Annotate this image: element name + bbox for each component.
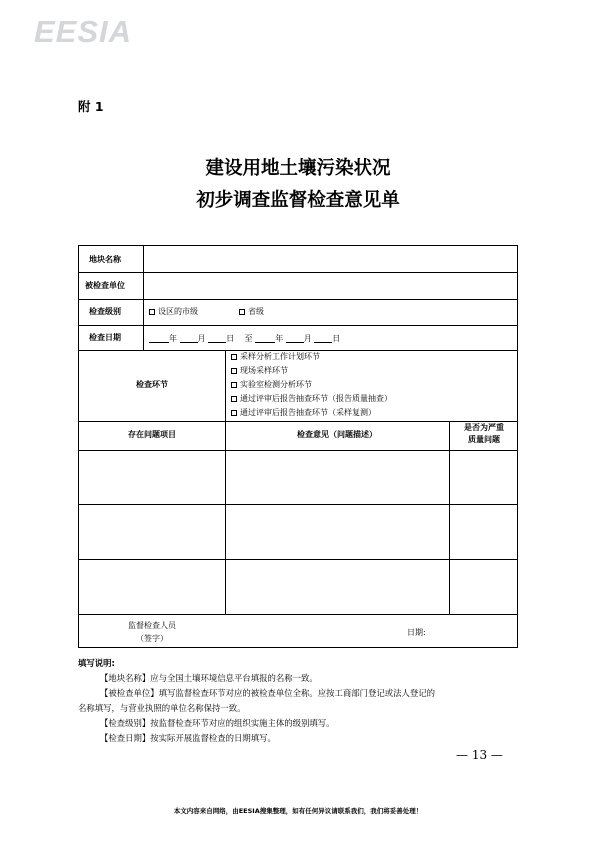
stage-option[interactable] xyxy=(231,366,288,376)
checkbox-stage-2[interactable] xyxy=(231,368,237,374)
eesia-logo: EESIA xyxy=(34,14,133,49)
stage-option-label: 通过评审后报告抽查环节（采样复测） xyxy=(240,408,376,417)
checkbox-stage-4[interactable] xyxy=(231,396,237,402)
day-unit: 日 xyxy=(226,334,235,343)
row-divider xyxy=(79,504,517,505)
end-day-blank[interactable] xyxy=(314,333,332,343)
year-unit: 年 xyxy=(169,334,177,343)
stage-option[interactable] xyxy=(231,394,392,404)
level-option-city[interactable] xyxy=(149,307,198,317)
stage-option[interactable] xyxy=(231,380,312,390)
row-divider xyxy=(79,299,517,300)
date-to-label: 至 xyxy=(244,334,253,343)
opinion-cell[interactable] xyxy=(227,452,447,502)
stage-option-label: 通过评审后报告抽查环节（报告质量抽查） xyxy=(240,394,392,403)
row-divider xyxy=(79,325,517,326)
stage-option[interactable] xyxy=(231,408,376,418)
problem-cell[interactable] xyxy=(81,561,223,612)
page-number: — 13 — xyxy=(456,748,503,762)
serious-cell[interactable] xyxy=(451,452,517,502)
col-header-serious-line2: 质量问题 xyxy=(468,435,500,444)
opinion-cell[interactable] xyxy=(227,506,447,557)
serious-cell[interactable] xyxy=(451,506,517,557)
inspection-level-label: 检查级别 xyxy=(89,307,121,316)
level-option-city-label: 设区的市级 xyxy=(158,307,198,316)
day-unit: 日 xyxy=(332,334,341,343)
problem-cell[interactable] xyxy=(81,452,223,502)
row-divider xyxy=(79,350,517,351)
inspection-date-label: 检查日期 xyxy=(89,333,121,342)
col-header-opinion: 检查意见（问题描述） xyxy=(297,430,377,439)
column-divider xyxy=(225,350,226,614)
checkbox-stage-1[interactable] xyxy=(231,354,237,360)
problem-cell[interactable] xyxy=(81,506,223,557)
instructions-heading: 填写说明: xyxy=(78,658,115,668)
inspection-form-table xyxy=(78,245,518,648)
start-month-blank[interactable] xyxy=(180,333,198,343)
year-unit: 年 xyxy=(275,334,284,343)
inspection-stage-label: 检查环节 xyxy=(136,380,168,389)
month-unit: 月 xyxy=(303,334,312,343)
instruction-item: 名称填写，与营业执照的单位名称保持一致。 xyxy=(78,703,246,713)
month-unit: 月 xyxy=(197,334,206,343)
instruction-item: 【检查级别】按监督检查环节对应的组织实施主体的级别填写。 xyxy=(100,718,335,728)
start-day-blank[interactable] xyxy=(208,333,226,343)
checkbox-stage-3[interactable] xyxy=(231,382,237,388)
stage-option[interactable] xyxy=(231,352,320,362)
instruction-item: 【被检查单位】填写监督检查环节对应的被检查单位全称。应按工商部门登记或法人登记的 xyxy=(100,688,435,698)
opinion-cell[interactable] xyxy=(227,561,447,612)
document-title-line2: 初步调查监督检查意见单 xyxy=(196,190,400,211)
checkbox-stage-5[interactable] xyxy=(231,410,237,416)
end-year-blank[interactable] xyxy=(255,333,275,343)
row-divider xyxy=(79,559,517,560)
annex-label: 附 1 xyxy=(78,99,104,114)
inspection-date-range[interactable] xyxy=(149,333,340,344)
col-header-serious-line1: 是否为严重 xyxy=(464,423,504,432)
document-title-line1: 建设用地土壤污染状况 xyxy=(205,158,391,179)
column-divider xyxy=(449,421,450,614)
stage-option-label: 采样分析工作计划环节 xyxy=(240,352,320,361)
col-header-problem: 存在问题项目 xyxy=(128,430,176,439)
stage-option-label: 实验室检测分析环节 xyxy=(240,380,312,389)
filling-instructions xyxy=(78,656,518,746)
inspected-unit-field[interactable] xyxy=(145,275,515,297)
sign-date-label: 日期: xyxy=(407,628,426,637)
level-option-province[interactable] xyxy=(239,307,264,317)
instruction-item: 【地块名称】应与全国土壤环境信息平台填报的名称一致。 xyxy=(100,673,318,683)
signature-label: （签字） xyxy=(136,634,168,643)
plot-name-field[interactable] xyxy=(145,248,515,270)
footer-disclaimer: 本文内容来自网络，由EESIA搜集整理，如有任何异议请联系我们，我们将妥善处理！ xyxy=(173,807,423,815)
level-option-province-label: 省级 xyxy=(248,307,264,316)
inspector-label: 监督检查人员 xyxy=(128,621,176,630)
plot-name-label: 地块名称 xyxy=(89,255,121,264)
instruction-item: 【检查日期】按实际开展监督检查的日期填写。 xyxy=(100,733,276,743)
column-divider xyxy=(143,246,144,350)
checkbox-province[interactable] xyxy=(239,309,245,315)
start-year-blank[interactable] xyxy=(149,333,169,343)
serious-cell[interactable] xyxy=(451,561,517,612)
end-month-blank[interactable] xyxy=(286,333,304,343)
inspected-unit-label: 被检查单位 xyxy=(85,281,125,290)
row-divider xyxy=(79,614,517,615)
checkbox-city[interactable] xyxy=(149,309,155,315)
row-divider xyxy=(79,421,517,422)
row-divider xyxy=(79,272,517,273)
row-divider xyxy=(79,450,517,451)
stage-option-label: 现场采样环节 xyxy=(240,366,288,375)
